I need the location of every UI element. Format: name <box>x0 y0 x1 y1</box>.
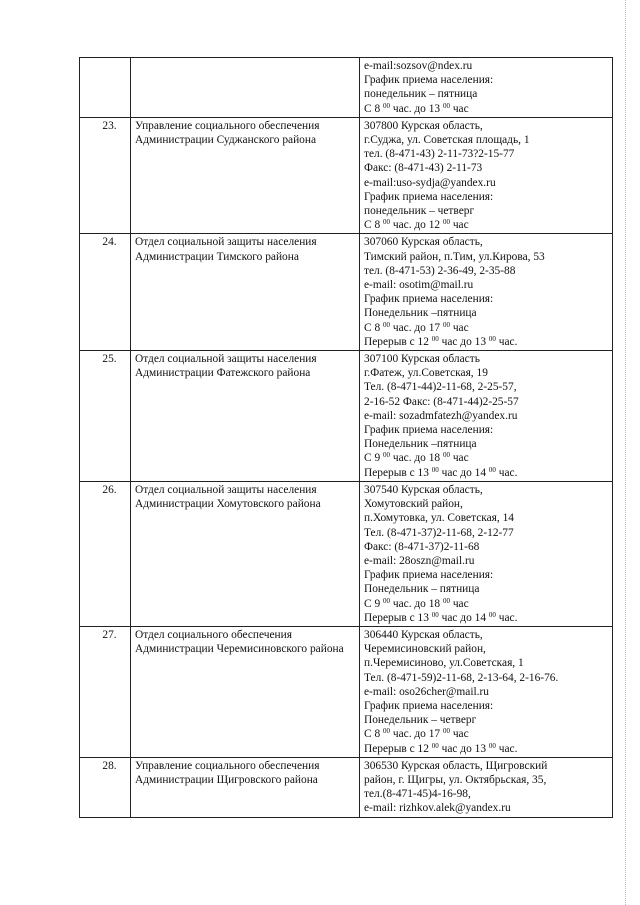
organization-name: Управление социального обеспечения Администрации Щигровского района <box>131 757 360 817</box>
contact-line: район, г. Щигры, ул. Октябрьская, 35, <box>364 773 547 786</box>
table-row <box>80 757 613 817</box>
contact-line: Понедельник –пятница <box>364 438 477 451</box>
contact-line: e-mail: rizhkov.alek@yandex.ru <box>364 802 511 815</box>
contact-line: п.Черемисиново, ул.Советская, 1 <box>364 657 524 670</box>
organization-name <box>131 58 360 118</box>
contact-line: 2-16-52 Факс: (8-471-44)2-25-57 <box>364 395 519 408</box>
contact-line: Перерыв с 13 $^{00}$ час до 14 $^{00}$ час. <box>364 610 518 624</box>
contact-details <box>360 481 613 626</box>
row-number <box>80 234 131 351</box>
contact-line: Тел. (8-471-37)2-11-68, 2-12-77 <box>364 526 514 539</box>
row-number <box>80 58 131 118</box>
contact-line: 307100 Курская область <box>364 353 480 366</box>
contact-line: г.Фатеж, ул.Советская, 19 <box>364 367 488 380</box>
contact-line: 306530 Курская область, Щигровский <box>364 759 548 772</box>
contact-line: С 8 $^{00}$ час. до 12 $^{00}$ час <box>364 218 469 232</box>
contact-line: тел.(8-471-45)4-16-98, <box>364 788 471 801</box>
contact-line: e-mail: 28oszn@mail.ru <box>364 554 475 567</box>
contact-line: Перерыв с 13 $^{00}$ час до 14 $^{00}$ час. <box>364 465 518 479</box>
contact-line: График приема населения: <box>364 293 494 306</box>
row-number-text: 28. <box>102 759 117 772</box>
contact-line: тел. (8-471-43) 2-11-73?2-15-77 <box>364 148 515 161</box>
row-number <box>80 481 131 626</box>
contact-line: Тимский район, п.Тим, ул.Кирова, 53 <box>364 250 545 263</box>
organization-name: Отдел социальной защиты населения Администрации Фатежского района <box>131 351 360 482</box>
contact-line: График приема населения: <box>364 190 494 203</box>
row-number-text: 26. <box>102 483 117 496</box>
contact-line: График приема населения: <box>364 569 494 582</box>
contact-line: С 9 $^{00}$ час. до 18 $^{00}$ час <box>364 596 469 610</box>
organization-name: Отдел социальной защиты населения Администрации Хомутовского района <box>131 481 360 626</box>
contact-line: e-mail: osotim@mail.ru <box>364 279 474 292</box>
row-number-text: 27. <box>102 628 117 641</box>
contact-line: Понедельник – четверг <box>364 714 477 727</box>
page-edge <box>625 0 626 905</box>
contact-line: График приема населения: <box>364 424 494 437</box>
social-services-table <box>79 57 613 818</box>
table-row <box>80 351 613 482</box>
contact-details <box>360 351 613 482</box>
row-number-text: 24. <box>102 236 117 249</box>
contact-line: Черемисиновский район, <box>364 643 486 656</box>
contact-line: Перерыв с 12 $^{00}$ час до 13 $^{00}$ час. <box>364 741 518 755</box>
contact-line: Хомутовский район, <box>364 498 463 511</box>
contact-line: 307060 Курская область, <box>364 236 483 249</box>
contact-line: e-mail:uso-sydja@yandex.ru <box>364 176 496 189</box>
contact-line: e-mail: oso26cher@mail.ru <box>364 685 489 698</box>
contact-line: С 9 $^{00}$ час. до 18 $^{00}$ час <box>364 451 469 465</box>
organization-name: Управление социального обеспечения Администрации Суджанского района <box>131 117 360 234</box>
table-row <box>80 481 613 626</box>
row-number <box>80 351 131 482</box>
contact-line: Перерыв с 12 $^{00}$ час до 13 $^{00}$ час. <box>364 334 518 348</box>
table-row <box>80 626 613 757</box>
contact-line: тел. (8-471-53) 2-36-49, 2-35-88 <box>364 264 516 277</box>
contact-line: С 8 $^{00}$ час. до 13 $^{00}$ час <box>364 101 469 115</box>
table-row <box>80 234 613 351</box>
row-number <box>80 117 131 234</box>
contact-line: Понедельник – пятница <box>364 583 480 596</box>
contact-line: Тел. (8-471-44)2-11-68, 2-25-57, <box>364 381 517 394</box>
contact-line: Тел. (8-471-59)2-11-68, 2-13-64, 2-16-76. <box>364 671 559 684</box>
contact-line: e-mail:sozsov@ndex.ru <box>364 60 473 72</box>
table-row <box>80 117 613 234</box>
contact-line: С 8 $^{00}$ час. до 17 $^{00}$ час <box>364 727 469 741</box>
contact-line: г.Суджа, ул. Советская площадь, 1 <box>364 134 530 147</box>
contact-line: С 8 $^{00}$ час. до 17 $^{00}$ час <box>364 320 469 334</box>
contact-line: п.Хомутовка, ул. Советская, 14 <box>364 512 514 525</box>
contact-line: График приема населения: <box>364 699 494 712</box>
contact-line: 307800 Курская область, <box>364 119 483 132</box>
row-number <box>80 757 131 817</box>
table-body <box>80 58 613 818</box>
contact-line: e-mail: sozadmfatezh@yandex.ru <box>364 409 518 422</box>
contact-details <box>360 117 613 234</box>
contact-line: понедельник – четверг <box>364 205 475 218</box>
row-number <box>80 626 131 757</box>
table-row <box>80 58 613 118</box>
contact-details <box>360 58 613 118</box>
contact-line: Факс: (8-471-37)2-11-68 <box>364 540 480 553</box>
row-number-text: 25. <box>102 353 117 366</box>
contact-details <box>360 626 613 757</box>
contact-line: 307540 Курская область, <box>364 483 483 496</box>
row-number-text: 23. <box>102 119 117 132</box>
contact-details <box>360 234 613 351</box>
contact-line: понедельник – пятница <box>364 88 478 101</box>
contact-line: Понедельник –пятница <box>364 307 477 320</box>
contact-line: 306440 Курская область, <box>364 628 483 641</box>
contact-line: График приема населения: <box>364 74 494 87</box>
organization-name: Отдел социальной защиты населения Администрации Тимского района <box>131 234 360 351</box>
organization-name: Отдел социального обеспечения Администрации Черемисиновского района <box>131 626 360 757</box>
contact-details <box>360 757 613 817</box>
contact-line: Факс: (8-471-43) 2-11-73 <box>364 162 483 175</box>
